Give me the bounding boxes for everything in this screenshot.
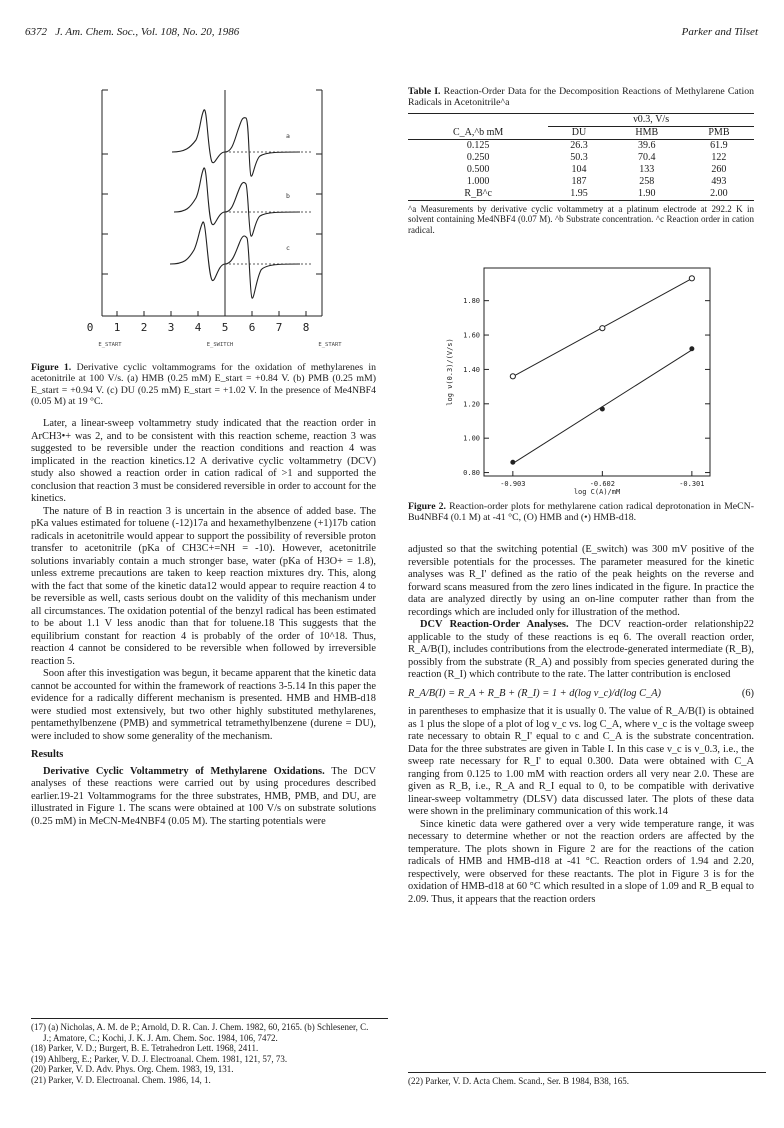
table-row — [408, 164, 754, 176]
authors: Parker and Tilset — [681, 26, 758, 38]
axis-tick: 2 — [140, 321, 148, 334]
table-cell: 104 — [571, 163, 587, 175]
table-1-header: C_A,^b mM — [453, 126, 504, 138]
table-cell: 0.500 — [466, 163, 490, 175]
y-tick-label: 1.00 — [463, 434, 480, 443]
axis-tick: 6 — [248, 321, 256, 334]
table-row — [408, 139, 754, 152]
y-axis-label: log ν(0.3)/(V/s) — [446, 338, 454, 406]
equation-number: (6) — [741, 687, 754, 699]
table-cell: 39.6 — [638, 139, 656, 151]
y-tick-label: 1.60 — [463, 331, 480, 340]
table-cell: 260 — [711, 163, 727, 175]
axis-tick: 4 — [194, 321, 202, 334]
section-heading-results: Results — [31, 749, 64, 760]
data-point-hmb — [510, 374, 515, 379]
footnote: (20) Parker, V. D. Adv. Phys. Org. Chem. 1983, 19, 131. — [31, 1064, 234, 1075]
paragraph: The DCV analyses of these reactions were carried out by using procedures described earlier.19-21 Voltammograms for the three substrates, HMB, PMB, and DU, are illustrated in Figure 1. The scans were obtained at 100 V/s on substrate solutions (0.25 mM) in MeCN-Me4NBF4 (0.05 M). The starting potentials were — [31, 765, 376, 827]
footnote: (18) Parker, V. D.; Burgert, B. E. Tetrahedron Lett. 1968, 2411. — [31, 1043, 259, 1054]
table-cell: 0.250 — [466, 151, 490, 163]
paragraph: Since kinetic data were gathered over a very wide temperature range, it was necessary to determine whether or not the reaction orders are affected by the temperature. The plots shown in Figure 2 are for the reactions of the cation radicals of HMB and HMB-d18 at -41 °C. Reaction orders of 1.94 and 2.20, respectively, were observed for these reactants. The plot in Figure 3 is for the oxidation of HMB-d18 at 60 °C which resulted in a slope of 1.09 and R_B equal to 2.09. Thus, it appears that the reaction orders — [408, 818, 754, 905]
x-tick-label: -0.301 — [679, 480, 705, 488]
figure-2 — [440, 262, 720, 498]
paragraph: The nature of B in reaction 3 is uncertain in the absence of added base. The pKa values estimated for toluene (-12)17a and hexamethylbenzene (+1)17b cation radicals in acetonitrile would appear to support the possibility of reversible proton transfer to acetonitrile (pKa of CH3C+=NH = -10). However, acetonitrile solutions invariably contain a much stronger base, water (pKa of H3O+ = 1.8), unless extreme precautions are taken to keep reaction mixtures dry. This, along with the fact that some of the kinetic data12 would appear to require reaction 4 to be reversible as well, casts serious doubt on the validity of this mechanism under all circumstances. The oxidation potential of the benzyl radical has been estimated to be about 1.1 V less anodic than that for toluene.18 This suggests that the equilibrium constant for reaction 4 is probably of the order of 10^18. Thus, reaction 4 cannot be considered to be reversible when followed by irreversible reaction 5. — [31, 505, 376, 667]
table-1-header: DU — [571, 126, 587, 138]
table-1-grid — [408, 113, 754, 201]
data-point-hmb-d18 — [600, 407, 604, 411]
table-cell: 26.3 — [570, 139, 588, 151]
page-header — [25, 26, 239, 38]
y-tick-label: 1.20 — [463, 400, 480, 409]
axis-tick: 5 — [221, 321, 229, 334]
table-1-label: Table I. — [408, 86, 441, 97]
figure-2-chart — [440, 262, 720, 498]
table-1-title: Reaction-Order Data for the Decomposition Reactions of Methylarene Cation Radicals in Acetonitrile^a — [408, 86, 755, 109]
y-tick-label: 0.80 — [463, 469, 480, 478]
figure-2-caption-text: Reaction-order plots for methylarene cation radical deprotonation in MeCN-Bu4NBF4 (0.1 M) at -41 °C, (O) HMB and (•) HMB-d18. — [408, 501, 754, 524]
axis-tick: 8 — [302, 321, 310, 334]
table-1-span-header: ν0.3, V/s — [548, 113, 754, 126]
right-column-text — [408, 544, 754, 906]
e-start-label: E_START — [98, 342, 122, 348]
curve-label-a: a — [286, 132, 290, 140]
table-cell: 61.9 — [710, 139, 728, 151]
data-point-hmb — [600, 326, 605, 331]
page-number: 6372 — [25, 26, 47, 38]
data-point-hmb-d18 — [511, 460, 515, 464]
figure-1-voltammograms — [86, 84, 360, 354]
equation-body: R_A/B(I) = R_A + R_B + (R_I) = 1 + d(log ν_c)/d(log C_A) — [408, 687, 662, 699]
journal-citation: J. Am. Chem. Soc., Vol. 108, No. 20, 1986 — [55, 26, 240, 38]
table-cell: 1.90 — [638, 187, 656, 199]
table-1-header: PMB — [708, 126, 730, 138]
table-row — [408, 188, 754, 201]
paragraph: Soon after this investigation was begun, it became apparent that the kinetic data cannot be accounted for within the framework of reactions 3-5.14 In this paper the evidence for a radically different mechanism is presented. HMB and HMB-d18 were studied most extensively, but two other highly substituted methylarenes, pentamethylbenzene (PMB) and symmetrical tetramethylbenzene (durene = DU), were included to show some generality of the mechanism. — [31, 668, 376, 742]
figure-2-caption — [408, 501, 754, 524]
figure-1-caption-text: Derivative cyclic voltammograms for the oxidation of methylarenes in acetonitrile at 100 V/s. (a) HMB (0.25 mM) E_start = +0.84 V. (b) PMB (0.25 mM) E_start = +0.94 V. (c) DU (0.25 mM) E_start = +1.02 V. In the presence of Me4NBF4 (0.05 M) at 19 °C. — [31, 362, 376, 408]
table-cell: 122 — [711, 151, 727, 163]
right-footnotes — [408, 1072, 754, 1087]
x-tick-label: -0.903 — [500, 480, 526, 488]
table-1 — [408, 86, 754, 236]
table-cell: 50.3 — [570, 151, 588, 163]
figure-1 — [86, 84, 360, 354]
table-row — [408, 152, 754, 164]
y-tick-label: 1.40 — [463, 365, 480, 374]
footnote: (19) Ahlberg, E.; Parker, V. D. J. Electroanal. Chem. 1981, 121, 57, 73. — [31, 1053, 288, 1064]
table-cell: R_B^c — [464, 187, 492, 199]
left-footnotes — [31, 1018, 376, 1086]
table-cell: 133 — [639, 163, 655, 175]
paragraph: in parentheses to emphasize that it is usually 0. The value of R_A/B(I) is obtained as 1 plus the slope of a plot of log ν_c vs. log C_A, where ν_c is the voltage sweep rate necessary to obtain R_I' equal to c and C_A is the substrate concentration. Data for the three substrates are given in Table I. In this case ν_c is ν_0.3, i.e., the sweep rate necessary for R_I' to equal 0.300. Data were obtained with C_A ranging from 0.125 to 1.00 mM with reaction orders all very near 2.0. These are given as R_B, i.e., R_A and R_I equal to 0, to be compatible with derivative linear-sweep voltammetry (DLSV) data discussed later. The plots of these data were shown in the preliminary communication of this work.14 — [408, 706, 754, 817]
table-cell: 1.95 — [570, 187, 588, 199]
axis-tick: 0 — [86, 321, 94, 334]
figure-1-caption-label: Figure 1. — [31, 362, 72, 373]
footnote: (22) Parker, V. D. Acta Chem. Scand., Ser. B 1984, B38, 165. — [408, 1076, 630, 1086]
x-tick-label: -0.602 — [589, 480, 616, 488]
table-cell: 2.00 — [710, 187, 728, 199]
table-cell: 493 — [711, 175, 727, 187]
table-1-footnote: ^a Measurements by derivative cyclic voltammetry at a platinum electrode at 292.2 K in solvent containing Me4NBF4 (0.07 M). ^b Substrate concentration. ^c Reaction order in cation radical. — [408, 203, 754, 235]
footnote: (21) Parker, V. D. Electroanal. Chem. 1986, 14, 1. — [31, 1074, 211, 1085]
table-row — [408, 176, 754, 188]
e-start-label: E_START — [318, 342, 342, 348]
x-axis-label: log C(A)/mM — [573, 488, 621, 496]
subsection-heading: DCV Reaction-Order Analyses. — [420, 619, 569, 630]
paragraph: Later, a linear-sweep voltammetry study indicated that the reaction order in ArCH3•+ was 2, and to be consistent with this reaction scheme, reaction 3 was suggested to be reversible under the reaction conditions and reaction 4 was implicated in the reaction kinetics.12 A derivative cyclic voltammetry (DCV) study also showed a reaction order in cation radical of >1 and supported the conclusion that reaction 3 must be considered reversible in order to account for the kinetics. — [31, 418, 376, 504]
table-cell: 1.000 — [466, 175, 490, 187]
figure-2-caption-label: Figure 2. — [408, 501, 447, 512]
figure-1-caption — [31, 362, 376, 408]
paragraph: adjusted so that the switching potential (E_switch) was 300 mV positive of the reversible potentials for the processes. The parameter measured for the kinetic analyses was R_I' defined as the ratio of the peak heights on the reverse and forward scans measured from the zero lines indicated in the figure. In practice the data are analyzed directly by using an on-line computer rather than from the recordings which are included only for illustration of the method. — [408, 544, 754, 618]
left-column-text — [31, 418, 376, 828]
curve-label-c: c — [286, 244, 290, 252]
table-cell: 70.4 — [638, 151, 656, 163]
y-tick-label: 1.80 — [463, 297, 480, 306]
subsection-heading: Derivative Cyclic Voltammetry of Methylarene Oxidations. — [43, 765, 325, 777]
plot-frame — [484, 268, 710, 476]
table-1-header: HMB — [635, 126, 659, 138]
paragraph: The DCV reaction-order relationship22 applicable to the study of these reactions is eq 6. The overall reaction order, R_A/B(I), includes contributions from the electrode-generated intermediate (R_B), possibly from the substrate (R_A) and possibly from species generated during the reaction (R_I) which contribute to the rate. The latter contribution is enclosed — [408, 619, 754, 680]
data-point-hmb-d18 — [690, 347, 694, 351]
axis-tick: 1 — [113, 321, 121, 334]
table-cell: 0.125 — [466, 139, 490, 151]
curve-label-b: b — [286, 192, 290, 200]
equation-6 — [408, 688, 754, 701]
table-cell: 187 — [571, 175, 587, 187]
table-cell: 258 — [639, 175, 655, 187]
footnote: (17) (a) Nicholas, A. M. de P.; Arnold, D. R. Can. J. Chem. 1982, 60, 2165. (b) Schlesener, C. J.; Amatore, C.; Kochi, J. K. J. Am. Chem. Soc. 1984, 106, 7472. — [31, 1022, 369, 1043]
e-switch-label: E_SWITCH — [206, 342, 234, 348]
axis-tick: 7 — [275, 321, 283, 334]
axis-tick: 3 — [167, 321, 175, 334]
data-point-hmb — [689, 276, 694, 281]
